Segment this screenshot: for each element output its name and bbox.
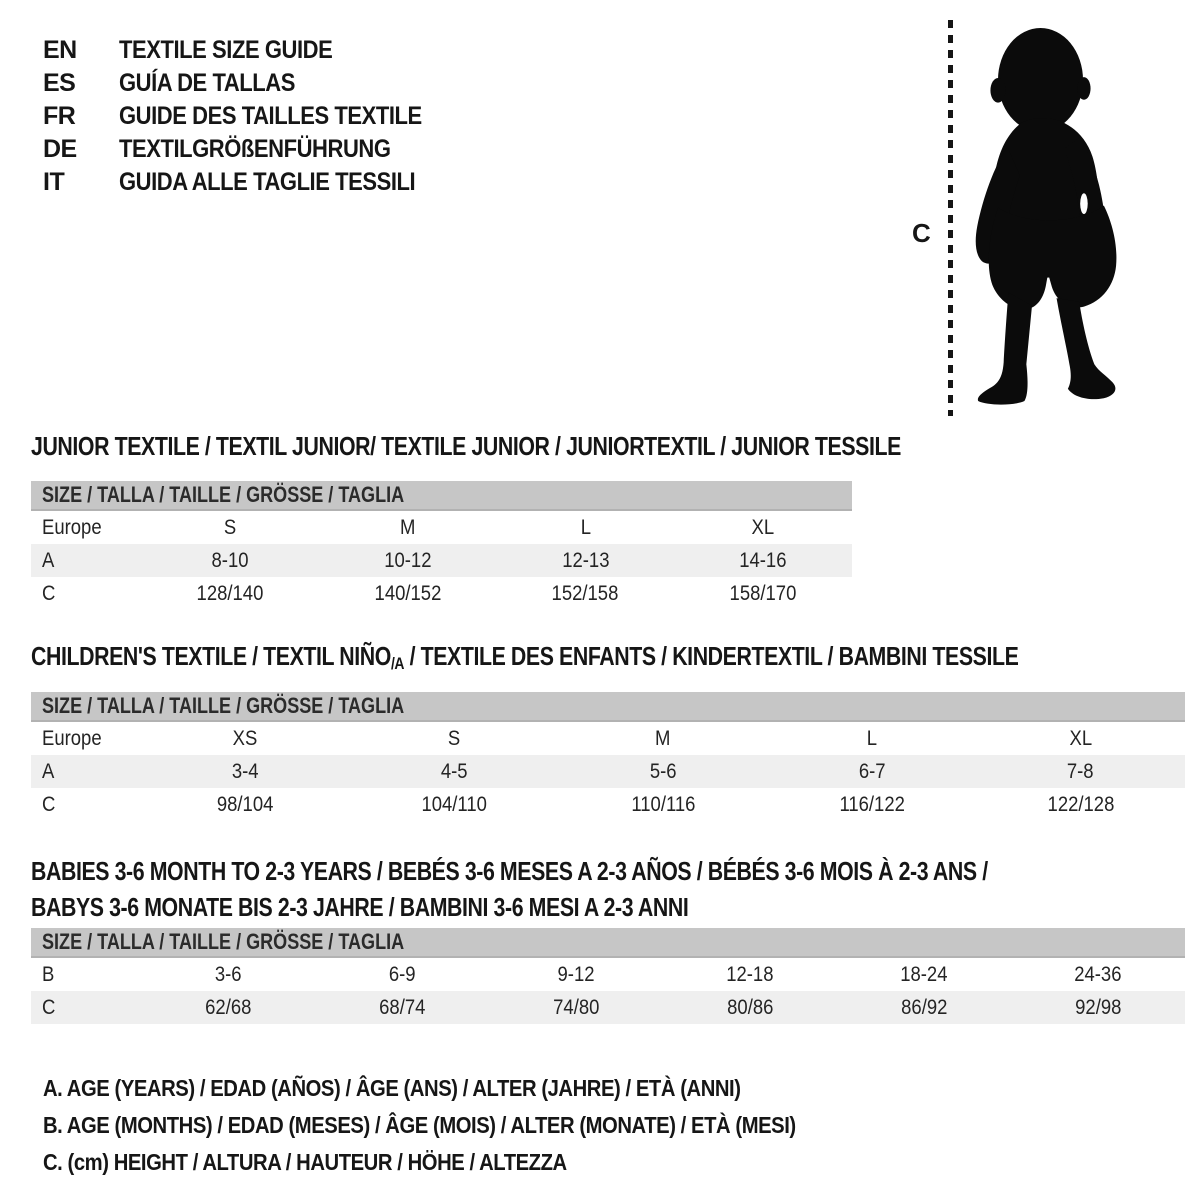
note-height-cm: C. (cm) HEIGHT / ALTURA / HAUTEUR / HÖHE / ALTEZZA — [43, 1149, 567, 1175]
babies-section-title-line1: BABIES 3-6 MONTH TO 2-3 YEARS / BEBÉS 3-6 MESES A 2-3 AÑOS / BÉBÉS 3-6 MOIS À 2-3 ANS / — [31, 856, 988, 886]
lang-row-fr — [43, 100, 463, 133]
childrens-col-m: M — [655, 726, 671, 750]
junior-size-header-bar — [31, 481, 852, 511]
junior-region-row — [31, 511, 852, 544]
lang-row-es — [43, 67, 463, 100]
junior-a-value: 8-10 — [211, 548, 249, 572]
childrens-col-xs: XS — [233, 726, 258, 750]
childrens-textile-section — [31, 642, 1185, 821]
childrens-a-value: 5-6 — [649, 759, 677, 783]
childrens-row-a-label: A — [42, 759, 55, 783]
childrens-size-header-bar — [31, 692, 1185, 722]
junior-region-label-cell: Europe — [42, 515, 102, 539]
junior-a-value: 12-13 — [561, 548, 610, 572]
junior-row-c-label: C — [42, 581, 56, 605]
babies-b-value: 18-24 — [900, 962, 948, 986]
junior-c-value: 128/140 — [196, 581, 264, 605]
junior-row-c — [31, 577, 852, 610]
childrens-region-label-cell: Europe — [42, 726, 102, 750]
lang-row-it — [43, 166, 463, 199]
junior-c-value: 140/152 — [374, 581, 442, 605]
babies-c-value: 92/98 — [1074, 995, 1122, 1019]
babies-b-value: 24-36 — [1074, 962, 1122, 986]
babies-c-value: 86/92 — [900, 995, 948, 1019]
babies-c-value: 80/86 — [726, 995, 774, 1019]
babies-b-value: 9-12 — [557, 962, 595, 986]
childrens-col-l: L — [866, 726, 877, 750]
lang-label-it: GUIDA ALLE TAGLIE TESSILI — [119, 168, 416, 196]
childrens-c-value: 98/104 — [217, 792, 274, 816]
babies-b-value: 12-18 — [726, 962, 774, 986]
junior-col-m: M — [399, 515, 416, 539]
childrens-section-title-text: CHILDREN'S TEXTILE / TEXTIL $NIÑO_{/A}$ / TEXTILE DES ENFANTS / KINDERTEXTIL / BAMBINI TESSILE — [31, 641, 1019, 673]
childrens-a-value: 6-7 — [858, 759, 886, 783]
childrens-row-c — [31, 788, 1185, 821]
babies-c-value: 68/74 — [378, 995, 426, 1019]
childrens-c-value: 122/128 — [1047, 792, 1114, 816]
babies-b-value: 6-9 — [388, 962, 416, 986]
lang-label-en: TEXTILE SIZE GUIDE — [119, 36, 333, 64]
height-measure-label: C — [912, 218, 931, 248]
lang-row-de — [43, 133, 463, 166]
babies-row-c-label: C — [42, 995, 56, 1019]
junior-c-value: 158/170 — [729, 581, 797, 605]
lang-row-en — [43, 34, 463, 67]
junior-c-value: 152/158 — [551, 581, 619, 605]
childrens-row-c-label: C — [42, 792, 56, 816]
junior-size-header-text: SIZE / TALLA / TAILLE / GRÖSSE / TAGLIA — [42, 482, 405, 507]
childrens-a-value: 3-4 — [232, 759, 259, 783]
junior-section-title-text: JUNIOR TEXTILE / TEXTIL JUNIOR/ TEXTILE JUNIOR / JUNIORTEXTIL / JUNIOR TESSILE — [31, 431, 901, 461]
babies-textile-section — [31, 853, 1185, 1024]
lang-code-fr: FR — [43, 102, 76, 130]
childrens-c-value: 110/116 — [630, 792, 696, 816]
junior-col-l: L — [580, 515, 591, 539]
junior-section-title — [31, 431, 901, 461]
lang-code-it: IT — [43, 168, 65, 196]
junior-row-a — [31, 544, 852, 577]
babies-b-value: 3-6 — [214, 962, 242, 986]
babies-section-title-line2: BABYS 3-6 MONATE BIS 2-3 JAHRE / BAMBINI 3-6 MESI A 2-3 ANNI — [31, 892, 689, 922]
childrens-c-value: 116/122 — [839, 792, 905, 816]
lang-label-fr: GUIDE DES TAILLES TEXTILE — [119, 102, 422, 130]
height-measure-dashed-line — [948, 20, 953, 416]
childrens-a-value: 7-8 — [1067, 759, 1094, 783]
junior-row-a-label: A — [42, 548, 55, 572]
babies-size-header-bar — [31, 928, 1185, 958]
junior-a-value: 14-16 — [739, 548, 787, 572]
junior-textile-section — [31, 431, 901, 610]
lang-label-de: TEXTILGRÖßENFÜHRUNG — [119, 135, 391, 163]
babies-row-b-label: B — [42, 962, 55, 986]
junior-col-s: S — [223, 515, 237, 539]
lang-code-en: EN — [43, 36, 77, 64]
childrens-region-row — [31, 722, 1185, 755]
junior-size-table — [31, 511, 852, 610]
childrens-a-value: 4-5 — [440, 759, 468, 783]
childrens-size-header-text: SIZE / TALLA / TAILLE / GRÖSSE / TAGLIA — [42, 693, 405, 718]
childrens-row-a — [31, 755, 1185, 788]
note-age-years: A. AGE (YEARS) / EDAD (AÑOS) / ÂGE (ANS) / ALTER (JAHRE) / ETÀ (ANNI) — [43, 1075, 741, 1101]
babies-c-value: 74/80 — [552, 995, 600, 1019]
babies-row-c — [31, 991, 1185, 1024]
babies-size-header-text: SIZE / TALLA / TAILLE / GRÖSSE / TAGLIA — [42, 929, 405, 954]
babies-row-b — [31, 958, 1185, 991]
toddler-silhouette-image — [964, 16, 1134, 414]
childrens-size-table — [31, 722, 1185, 821]
language-title-list — [43, 34, 463, 199]
childrens-col-s: S — [448, 726, 461, 750]
childrens-c-value: 104/110 — [421, 792, 487, 816]
junior-a-value: 10-12 — [383, 548, 432, 572]
lang-code-es: ES — [43, 69, 76, 97]
babies-c-value: 62/68 — [204, 995, 252, 1019]
junior-col-xl: XL — [751, 515, 775, 539]
note-age-months: B. AGE (MONTHS) / EDAD (MESES) / ÂGE (MOIS) / ALTER (MONATE) / ETÀ (MESI) — [43, 1112, 796, 1138]
title-subscript: /A — [390, 654, 405, 673]
lang-code-de: DE — [43, 135, 77, 163]
childrens-section-title — [31, 641, 1185, 673]
babies-size-table — [31, 958, 1185, 1024]
lang-label-es: GUÍA DE TALLAS — [119, 69, 295, 97]
legend-notes — [43, 1070, 898, 1181]
childrens-col-xl: XL — [1069, 726, 1092, 750]
